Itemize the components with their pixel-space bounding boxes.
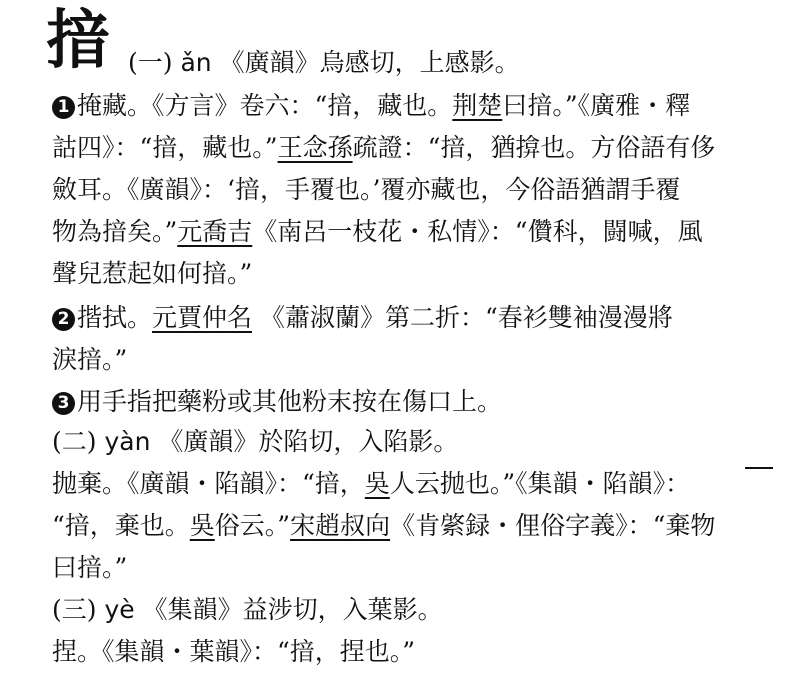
entry-text: 《廣韻》於陷切，入陷影。	[150, 427, 459, 456]
proper-name: 吳	[189, 511, 215, 540]
entry-line	[52, 173, 680, 207]
entry-line	[52, 89, 690, 123]
pinyin: yè	[104, 595, 135, 624]
entry-text: 人云抛也。”《集韻・陷韻》：	[389, 469, 691, 498]
entry-text: 疏證：“揞，猶揜也。方俗語有侈	[352, 133, 716, 162]
entry-line	[52, 593, 443, 627]
proper-name: 元喬吉	[177, 217, 253, 246]
sense-number: 1	[52, 96, 75, 119]
entry-line	[52, 385, 502, 419]
entry-text: 淚揞。”	[52, 345, 128, 374]
entry-text: (三)	[52, 595, 105, 624]
entry-line	[52, 257, 252, 291]
headword: 揞	[46, 3, 110, 78]
entry-text: 用手指把藥粉或其他粉末按在傷口上。	[77, 387, 503, 416]
entry-text: 斂耳。《廣韻》：‘揞，手覆也。’覆亦藏也，今俗語猶謂手覆	[52, 175, 681, 204]
entry-text: 掩藏。《方言》卷六：“揞，藏也。	[77, 91, 453, 120]
entry-text: 《廣韻》烏感切，上感影。	[211, 48, 520, 77]
pinyin: ǎn	[180, 48, 212, 77]
entry-line	[52, 343, 127, 377]
entry-text: 曰揞。”《廣雅・釋	[502, 91, 691, 120]
entry-text: (一)	[128, 48, 181, 77]
entry-text: 《肯綮録・俚俗字義》：“棄物	[390, 511, 716, 540]
entry-line	[52, 509, 715, 543]
entry-text: 《集韻》益涉切，入葉影。	[134, 595, 443, 624]
entry-text: 詁四》：“揞，藏也。”	[52, 133, 278, 162]
entry-text: 聲兒惹起如何揞。”	[52, 259, 253, 288]
entry-text: 《蕭淑蘭》第二折：“春衫雙袖漫漫將	[252, 303, 673, 332]
entry-line	[52, 635, 415, 669]
entry-text: 抛棄。《廣韻・陷韻》：“揞，	[52, 469, 365, 498]
entry-text: 捏。《集韻・葉韻》：“揞，捏也。”	[52, 637, 416, 666]
entry-line	[52, 131, 715, 165]
entry-text: “揞，棄也。	[52, 511, 190, 540]
pinyin: yàn	[104, 427, 151, 456]
entry-text: (二)	[52, 427, 105, 456]
entry-line	[52, 301, 673, 335]
entry-line	[52, 467, 690, 501]
entry-line	[52, 551, 127, 585]
sense-number: 2	[52, 308, 75, 331]
margin-mark	[745, 467, 773, 469]
proper-name: 宋趙叔向	[290, 511, 391, 540]
entry-text: 俗云。”	[214, 511, 291, 540]
entry-line	[52, 215, 703, 249]
sense-number: 3	[52, 392, 75, 415]
proper-name: 元賈仲名	[152, 303, 253, 332]
proper-name: 王念孫	[277, 133, 353, 162]
entry-line	[52, 425, 458, 459]
entry-line	[128, 46, 520, 80]
proper-name: 吳	[364, 469, 390, 498]
entry-text: 揩拭。	[77, 303, 153, 332]
proper-name: 荆楚	[452, 91, 503, 120]
entry-text: 物為揞矣。”	[52, 217, 178, 246]
entry-text: 《南呂一枝花・私情》：“儹科，闘喊，風	[252, 217, 703, 246]
entry-text: 曰揞。”	[52, 553, 128, 582]
